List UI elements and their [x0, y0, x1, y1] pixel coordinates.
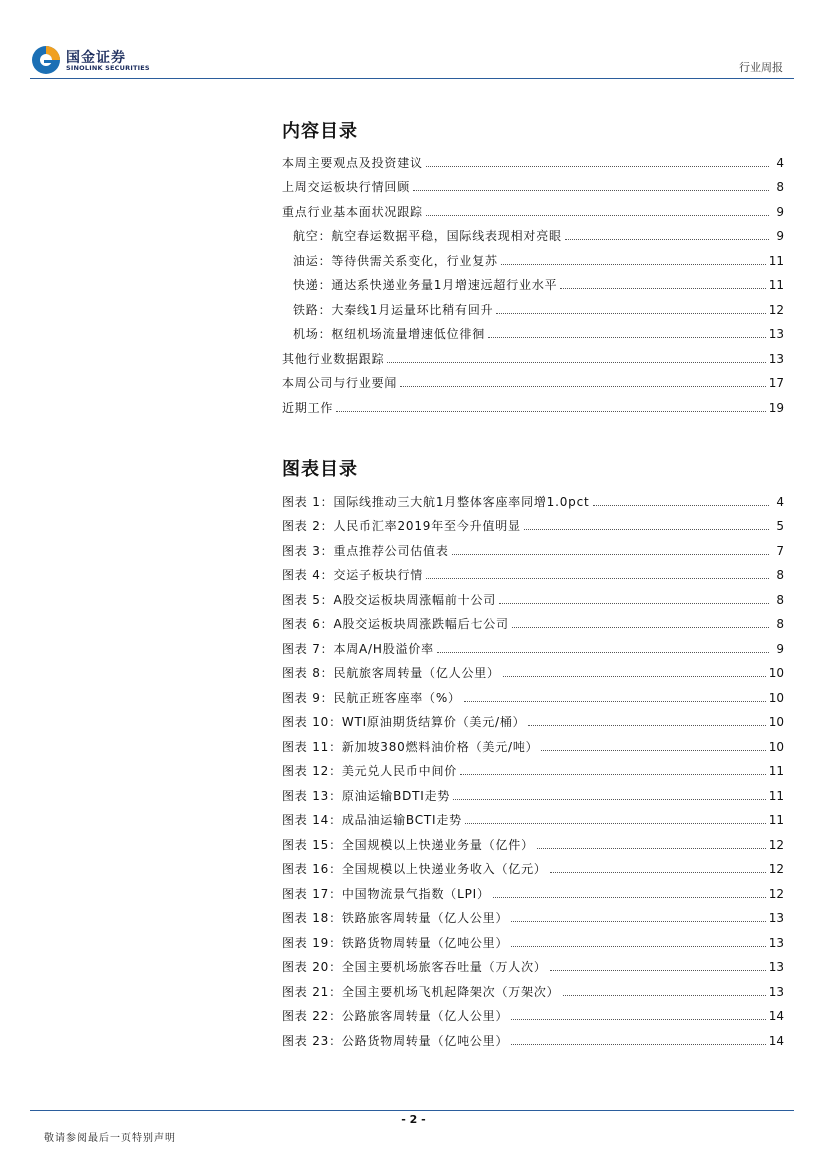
- dot-leader: [336, 410, 766, 412]
- toc-entry-page: 11: [768, 278, 784, 292]
- toc-entry-label: 重点行业基本面状况跟踪: [282, 204, 423, 219]
- dot-leader: [503, 675, 766, 677]
- toc-entry-label: 快递：通达系快递业务量1月增速远超行业水平: [293, 278, 558, 292]
- toc-entry-page: 10: [768, 690, 784, 705]
- toc-entry-page: 19: [768, 400, 784, 415]
- toc-entry-page: 10: [768, 739, 784, 754]
- toc-entry[interactable]: [282, 317, 784, 342]
- toc-entry-page: 17: [768, 376, 784, 390]
- toc-entry[interactable]: [282, 852, 784, 877]
- logo-name-en: SINOLINK SECURITIES: [66, 64, 150, 72]
- dot-leader: [452, 553, 769, 555]
- dot-leader: [493, 896, 766, 898]
- header-divider: [30, 78, 794, 79]
- toc-entry-page: 8: [776, 617, 784, 631]
- toc-entry-label: 图表 4：交运子板块行情: [282, 568, 424, 582]
- toc-entry-label: 图表 7：本周A/H股溢价率: [282, 641, 434, 656]
- toc-entry-label: 图表 20：全国主要机场旅客吞吐量（万人次）: [282, 960, 547, 974]
- dot-leader: [426, 165, 769, 167]
- toc-entry-label: 其他行业数据跟踪: [282, 351, 385, 366]
- dot-leader: [565, 238, 769, 240]
- toc-entry-page: 11: [768, 788, 784, 803]
- toc-entry-label: 图表 8：民航旅客周转量（亿人公里）: [282, 666, 500, 680]
- toc-entry-page: 11: [768, 764, 784, 778]
- toc-entry[interactable]: [282, 950, 784, 975]
- toc-entry[interactable]: [282, 803, 784, 828]
- toc-entry-page: 12: [768, 886, 784, 901]
- dot-leader: [512, 626, 769, 628]
- toc-entry-label: 图表 5：A股交运板块周涨幅前十公司: [282, 592, 497, 607]
- toc-entry-page: 13: [768, 960, 784, 974]
- dot-leader: [528, 724, 765, 726]
- toc-entry-label: 油运：等待供需关系变化，行业复苏: [293, 253, 498, 268]
- toc-entry[interactable]: [282, 974, 784, 999]
- dot-leader: [560, 287, 765, 289]
- toc-entry[interactable]: [282, 607, 784, 632]
- toc-entry[interactable]: [282, 631, 784, 656]
- dot-leader: [511, 1043, 765, 1045]
- toc-entry-label: 机场：枢纽机场流量增速低位徘徊: [293, 327, 486, 341]
- toc-entry-page: 10: [768, 666, 784, 680]
- dot-leader: [496, 312, 765, 314]
- toc-entry[interactable]: [282, 292, 784, 317]
- toc-entry-label: 图表 22：公路旅客周转量（亿人公里）: [282, 1009, 509, 1023]
- footer-divider: [30, 1110, 794, 1111]
- toc-entry[interactable]: [282, 390, 784, 415]
- dot-leader: [550, 969, 766, 971]
- toc-entry-label: 图表 16：全国规模以上快递业务收入（亿元）: [282, 862, 547, 876]
- toc-entry-page: 12: [768, 302, 784, 317]
- dot-leader: [541, 749, 765, 751]
- toc-entry-page: 14: [768, 1009, 784, 1023]
- toc-entry-page: 13: [768, 327, 784, 341]
- toc-entry-label: 上周交运板块行情回顾: [282, 180, 411, 194]
- toc-entry-page: 14: [768, 1033, 784, 1048]
- toc-entry-page: 8: [776, 180, 784, 194]
- contents-title: 内容目录: [282, 121, 358, 142]
- toc-entry[interactable]: [282, 656, 784, 681]
- toc-entry-label: 图表 13：原油运输BDTI走势: [282, 788, 451, 803]
- figures-title: 图表目录: [282, 459, 358, 480]
- toc-entry-label: 本周公司与行业要闻: [282, 376, 398, 390]
- toc-entry[interactable]: [282, 705, 784, 730]
- toc-entry[interactable]: [282, 827, 784, 852]
- toc-entry-page: 12: [768, 837, 784, 852]
- dot-leader: [488, 336, 766, 338]
- toc-entry[interactable]: [282, 925, 784, 950]
- toc-entry-label: 图表 18：铁路旅客周转量（亿人公里）: [282, 911, 509, 925]
- toc-entry[interactable]: [282, 754, 784, 779]
- toc-entry-label: 图表 6：A股交运板块周涨跌幅后七公司: [282, 617, 509, 631]
- toc-entry[interactable]: [282, 509, 784, 534]
- toc-entry[interactable]: [282, 1023, 784, 1048]
- toc-entry[interactable]: [282, 558, 784, 583]
- toc-entry[interactable]: [282, 341, 784, 366]
- toc-entry-page: 12: [768, 862, 784, 876]
- logo-mark-icon: [30, 44, 62, 76]
- toc-entry-page: 9: [776, 229, 784, 243]
- toc-entry-page: 11: [768, 253, 784, 268]
- toc-entry[interactable]: [282, 680, 784, 705]
- toc-entry-label: 本周主要观点及投资建议: [282, 155, 423, 170]
- logo-name-cn: 国金证券: [66, 50, 126, 66]
- page-number: - 2 -: [401, 1113, 426, 1126]
- dot-leader: [550, 871, 766, 873]
- toc-entry-page: 13: [768, 984, 784, 999]
- toc-entry-label: 图表 1：国际线推动三大航1月整体客座率同增1.0pct: [282, 494, 590, 509]
- page-header: [0, 0, 827, 80]
- dot-leader: [387, 361, 765, 363]
- toc-entry-page: 8: [776, 568, 784, 582]
- toc-entry-label: 图表 14：成品油运输BCTI走势: [282, 813, 462, 827]
- dot-leader: [511, 920, 765, 922]
- toc-entry-label: 图表 11：新加坡380燃料油价格（美元/吨）: [282, 739, 539, 754]
- toc-entry-page: 5: [776, 519, 784, 533]
- toc-entry-page: 9: [776, 204, 784, 219]
- toc-entry[interactable]: [282, 243, 784, 268]
- toc-entry[interactable]: [282, 999, 784, 1024]
- toc-entry-label: 图表 17：中国物流景气指数（LPI）: [282, 886, 490, 901]
- toc-entry-page: 13: [768, 351, 784, 366]
- toc-entry[interactable]: [282, 876, 784, 901]
- dot-leader: [453, 798, 765, 800]
- dot-leader: [437, 651, 769, 653]
- figures-list: [282, 484, 784, 1048]
- dot-leader: [563, 994, 766, 996]
- toc-entry-page: 7: [776, 543, 784, 558]
- toc-entry-label: 铁路：大秦线1月运量环比稍有回升: [293, 302, 494, 317]
- toc-entry[interactable]: [282, 582, 784, 607]
- toc-entry-page: 4: [776, 494, 784, 509]
- toc-entry-page: 8: [776, 592, 784, 607]
- toc-entry[interactable]: [282, 729, 784, 754]
- dot-leader: [511, 945, 765, 947]
- disclaimer-note: 敬请参阅最后一页特别声明: [44, 1133, 176, 1144]
- dot-leader: [593, 504, 770, 506]
- toc-entry[interactable]: [282, 901, 784, 926]
- toc-entry[interactable]: [282, 219, 784, 244]
- toc-entry-page: 13: [768, 911, 784, 925]
- dot-leader: [426, 577, 769, 579]
- company-logo: [30, 44, 160, 76]
- dot-leader: [499, 602, 769, 604]
- toc-entry-page: 10: [768, 715, 784, 729]
- toc-entry-label: 图表 2：人民币汇率2019年至今升值明显: [282, 519, 521, 533]
- toc-entry-label: 图表 12：美元兑人民币中间价: [282, 764, 458, 778]
- toc-entry-page: 9: [776, 641, 784, 656]
- toc-entry-label: 图表 10：WTI原油期货结算价（美元/桶）: [282, 715, 526, 729]
- toc-entry[interactable]: [282, 778, 784, 803]
- toc-entry-label: 图表 15：全国规模以上快递业务量（亿件）: [282, 837, 534, 852]
- toc-entry-label: 图表 23：公路货物周转量（亿吨公里）: [282, 1033, 509, 1048]
- toc-entry-label: 航空：航空春运数据平稳，国际线表现相对亮眼: [293, 229, 562, 243]
- toc-entry-label: 图表 21：全国主要机场飞机起降架次（万架次）: [282, 984, 560, 999]
- toc-entry-page: 4: [776, 155, 784, 170]
- toc-entry-page: 13: [768, 935, 784, 950]
- toc-entry-label: 近期工作: [282, 400, 334, 415]
- dot-leader: [524, 528, 769, 530]
- dot-leader: [511, 1018, 765, 1020]
- toc-entry[interactable]: [282, 533, 784, 558]
- dot-leader: [426, 214, 769, 216]
- toc-entry-label: 图表 9：民航正班客座率（%）: [282, 690, 461, 705]
- toc-entry[interactable]: [282, 170, 784, 195]
- dot-leader: [465, 822, 766, 824]
- toc-entry[interactable]: [282, 366, 784, 391]
- toc-entry-label: 图表 3：重点推荐公司估值表: [282, 543, 449, 558]
- dot-leader: [460, 773, 766, 775]
- toc-entry-page: 11: [768, 813, 784, 827]
- toc-entry-label: 图表 19：铁路货物周转量（亿吨公里）: [282, 935, 509, 950]
- toc-entry[interactable]: [282, 145, 784, 170]
- dot-leader: [400, 385, 766, 387]
- toc-entry[interactable]: [282, 484, 784, 509]
- dot-leader: [501, 263, 766, 265]
- contents-list: [282, 145, 784, 415]
- toc-entry[interactable]: [282, 194, 784, 219]
- toc-entry[interactable]: [282, 268, 784, 293]
- report-type: 行业周报: [739, 61, 783, 74]
- dot-leader: [464, 700, 766, 702]
- dot-leader: [537, 847, 766, 849]
- dot-leader: [413, 189, 769, 191]
